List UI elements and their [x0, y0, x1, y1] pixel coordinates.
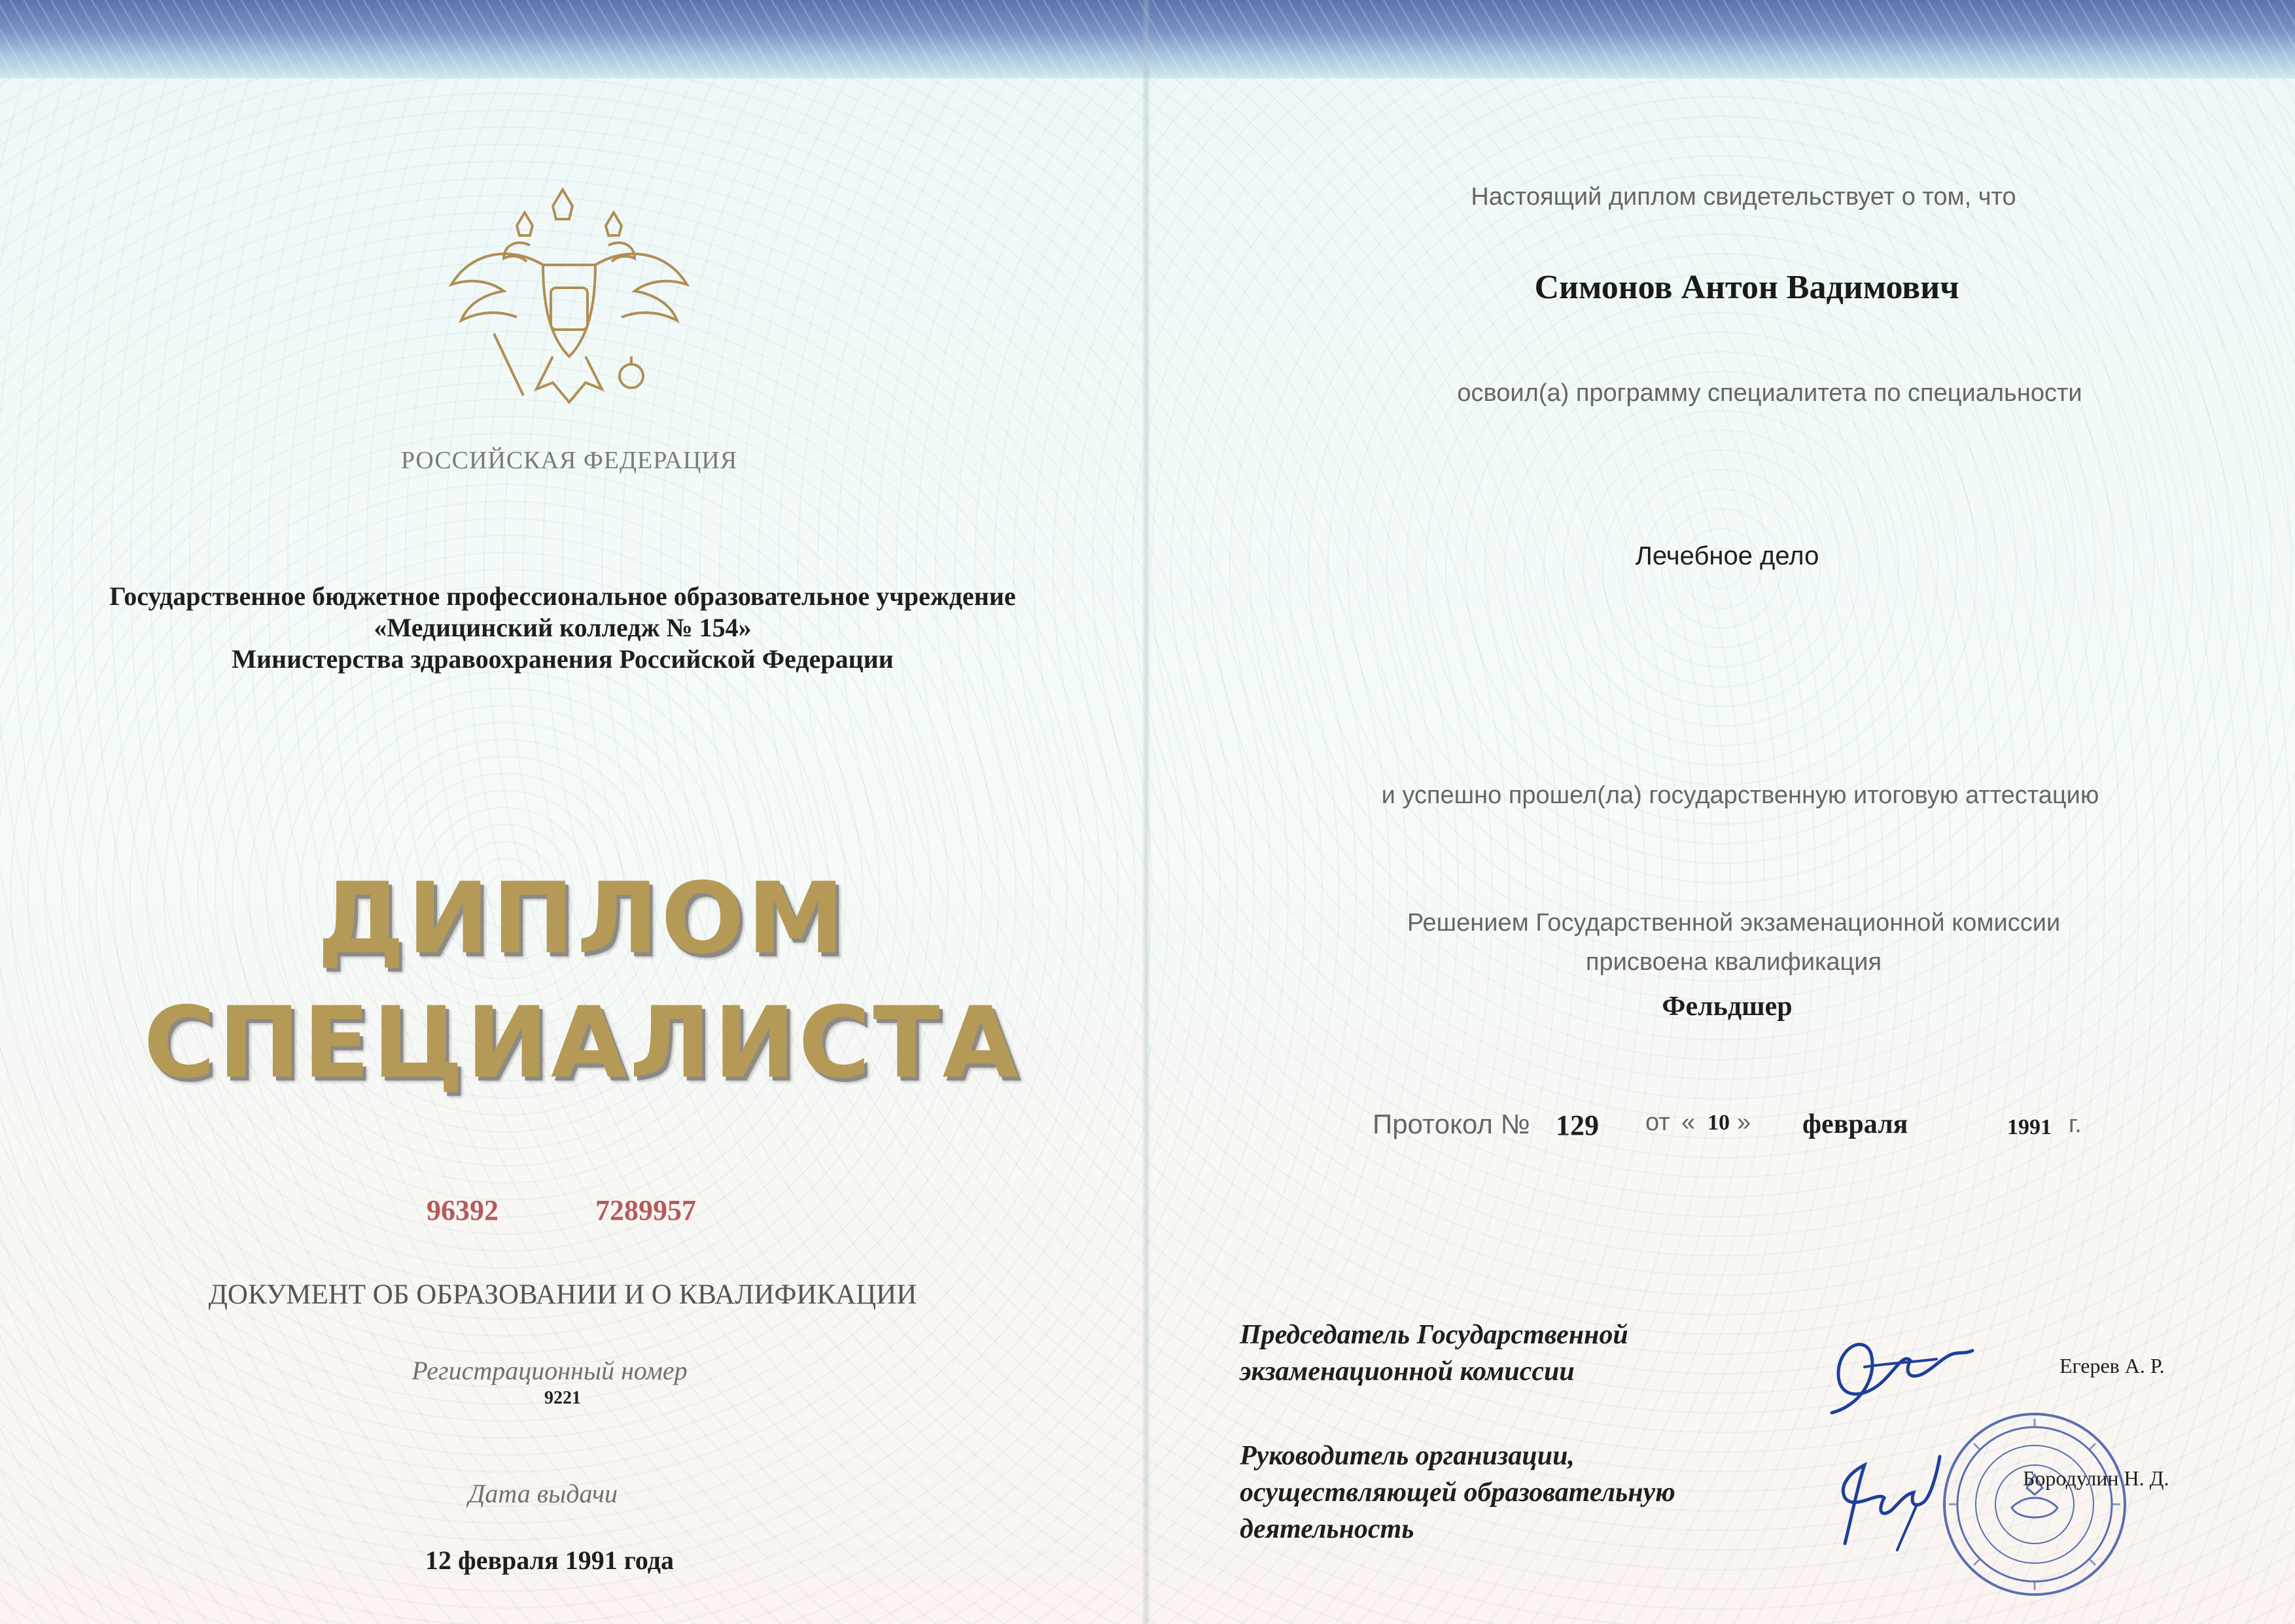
- protocol-from: от: [1645, 1109, 1670, 1136]
- program-text: освоил(а) программу специалитета по специальности: [1457, 379, 2082, 407]
- institution-name: [0, 581, 1125, 675]
- protocol-year: 1991: [2007, 1115, 2052, 1139]
- quote-open: «: [1681, 1109, 1696, 1136]
- head-name: Бородулин Н. Д.: [2023, 1466, 2169, 1490]
- protocol-month: февраля: [1802, 1109, 1908, 1139]
- institution-line: Государственное бюджетное профессиональное образовательное учреждение: [109, 581, 1016, 611]
- serial-number: 7289957: [595, 1194, 696, 1226]
- head-role-line: осуществляющей образовательную: [1240, 1477, 1675, 1508]
- attestation-text: и успешно прошел(ла) государственную итоговую аттестацию: [1381, 782, 2099, 809]
- chair-role-line: Председатель Государственной: [1240, 1320, 1628, 1350]
- page-fold: [1142, 0, 1151, 1624]
- registration-label: Регистрационный номер: [412, 1356, 688, 1385]
- chair-name: Егерев А. Р.: [2059, 1354, 2165, 1377]
- chair-role-line: экзаменационной комиссии: [1240, 1356, 1575, 1387]
- commission-text: Решением Государственной экзаменационной комиссии: [1407, 909, 2061, 937]
- registration-number: 9221: [544, 1388, 581, 1408]
- diploma-title: [124, 857, 1040, 1105]
- institution-line: Министерства здравоохранения Российской Федерации: [232, 644, 894, 674]
- country-label: РОССИЙСКАЯ ФЕДЕРАЦИЯ: [400, 447, 738, 474]
- diploma-title-line: ДИПЛОМ: [317, 862, 848, 976]
- head-role-line: Руководитель организации,: [1240, 1441, 1575, 1471]
- protocol-year-suffix: г.: [2069, 1111, 2082, 1138]
- issue-date: 12 февраля 1991 года: [425, 1546, 674, 1575]
- protocol-number: 129: [1556, 1109, 1599, 1141]
- commission-text: присвоена квалификация: [1585, 948, 1882, 976]
- specialty: Лечебное дело: [1635, 542, 1819, 570]
- serial-series: 96392: [427, 1194, 499, 1226]
- certifies-text: Настоящий диплом свидетельствует о том, что: [1471, 183, 2016, 211]
- institution-line: «Медицинский колледж № 154»: [374, 613, 752, 642]
- document-type: ДОКУМЕНТ ОБ ОБРАЗОВАНИИ И О КВАЛИФИКАЦИИ: [208, 1279, 917, 1310]
- quote-close: »: [1737, 1109, 1751, 1136]
- official-seal-icon: [1940, 1409, 2129, 1599]
- graduate-name: Симонов Антон Вадимович: [1534, 269, 1959, 306]
- head-role: [1240, 1438, 1796, 1547]
- head-role-line: деятельность: [1240, 1514, 1414, 1544]
- qualification: Фельдшер: [1662, 992, 1793, 1022]
- protocol-label: Протокол №: [1373, 1109, 1530, 1139]
- protocol-day: 10: [1708, 1111, 1730, 1135]
- head-signature-icon: [1819, 1445, 1956, 1557]
- diploma-title-line: СПЕЦИАЛИСТА: [143, 986, 1021, 1100]
- issue-date-label: Дата выдачи: [468, 1479, 618, 1508]
- double-headed-eagle-emblem-icon: [432, 180, 707, 441]
- chair-role: [1240, 1317, 1711, 1390]
